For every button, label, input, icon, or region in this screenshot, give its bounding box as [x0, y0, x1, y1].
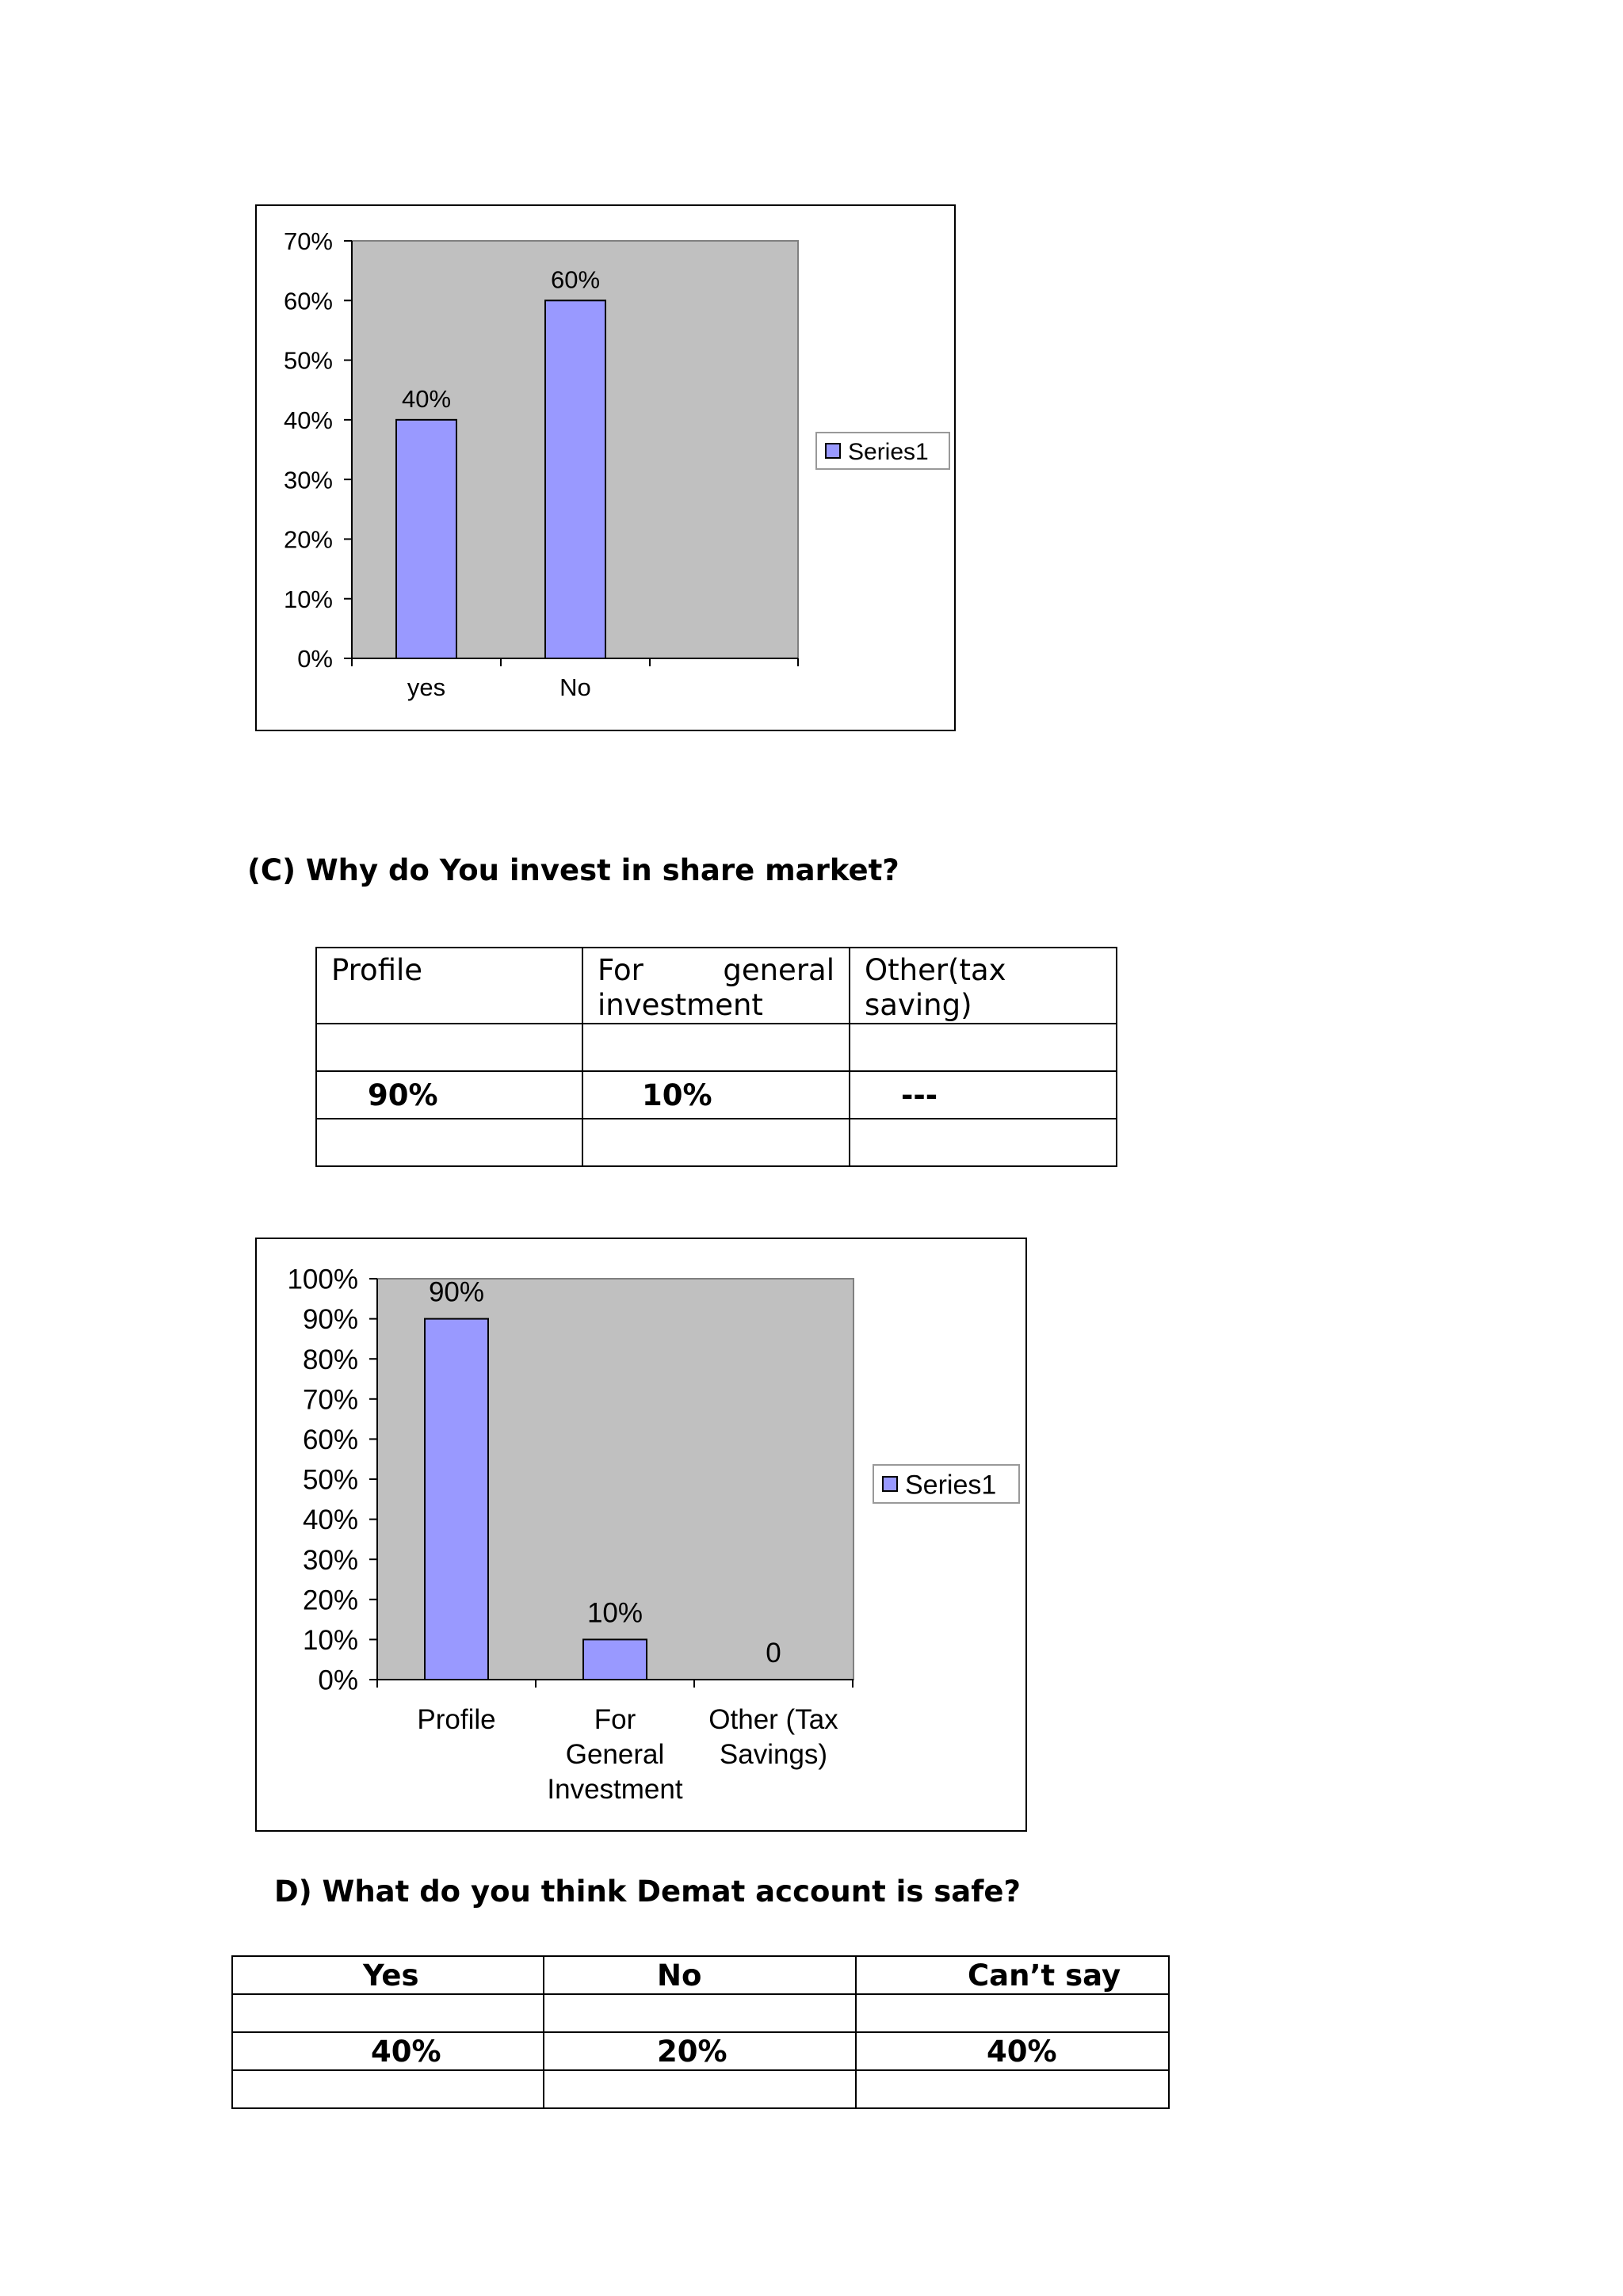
x-tick-label: Savings): [719, 1739, 828, 1770]
table-cell-no-value: 20%: [544, 2032, 856, 2070]
x-tick-label: No: [559, 673, 591, 701]
y-tick-label: 40%: [283, 406, 333, 435]
section-d-table: [231, 1955, 1170, 2109]
data-label: 60%: [550, 265, 601, 294]
table-cell-empty: [232, 1994, 544, 2032]
table-cell-empty: [232, 2070, 544, 2108]
y-tick-label: 50%: [283, 346, 333, 375]
table-row: [316, 1119, 1117, 1166]
table-cell-empty: [582, 1119, 850, 1166]
table-cell-empty: [850, 1024, 1117, 1071]
table-cell-empty: [316, 1119, 582, 1166]
table-row: [316, 948, 1117, 1024]
y-tick-label: 20%: [283, 525, 333, 554]
x-tick-label: General: [565, 1739, 665, 1770]
section-c-heading: (C) Why do You invest in share market?: [247, 853, 899, 887]
table-cell-other-value: ---: [850, 1071, 1117, 1119]
y-tick-label: 10%: [283, 585, 333, 613]
table-cell-empty: [856, 2070, 1169, 2108]
header-word-for: For: [598, 953, 643, 987]
y-tick-label: 70%: [283, 227, 333, 256]
x-tick-label: yes: [407, 673, 446, 701]
table-cell-general-value: 10%: [582, 1071, 850, 1119]
y-tick-label: 70%: [302, 1384, 358, 1416]
table-header-other: Other(tax saving): [850, 948, 1117, 1024]
y-tick-label: 80%: [302, 1344, 358, 1375]
chart-yes-no-svg: [257, 206, 954, 730]
data-label: 10%: [586, 1597, 643, 1629]
y-tick-label: 10%: [302, 1625, 358, 1656]
bar-0: [396, 420, 456, 658]
y-tick-label: 50%: [302, 1464, 358, 1496]
table-row: [316, 1024, 1117, 1071]
y-tick-label: 40%: [302, 1505, 358, 1536]
legend-label: Series1: [905, 1470, 997, 1501]
bar-1: [545, 300, 605, 658]
bar-0: [425, 1319, 488, 1680]
table-row: [232, 2070, 1169, 2108]
table-cell-yes-value: 40%: [232, 2032, 544, 2070]
header-word-general: general: [723, 953, 834, 987]
table-row: [232, 1956, 1169, 1994]
y-tick-label: 20%: [302, 1585, 358, 1616]
table-cell-empty: [544, 1994, 856, 2032]
y-tick-label: 60%: [283, 287, 333, 315]
x-tick-label: For: [594, 1704, 636, 1735]
bar-1: [583, 1639, 647, 1680]
header-word-investment: investment: [598, 988, 763, 1022]
table-row: [232, 2032, 1169, 2070]
y-tick-label: 30%: [283, 466, 333, 494]
table-row: [316, 1071, 1117, 1119]
x-tick-label: Profile: [417, 1704, 496, 1735]
y-tick-label: 0%: [318, 1665, 358, 1696]
chart-invest-reason: [255, 1238, 1027, 1832]
table-header-cant-say: Can’t say: [856, 1956, 1169, 1994]
y-tick-label: 0%: [297, 645, 333, 673]
x-tick-label: Investment: [547, 1774, 683, 1805]
data-label: 40%: [401, 384, 452, 413]
y-tick-label: 100%: [287, 1264, 358, 1295]
table-cell-cant-say-value: 40%: [856, 2032, 1169, 2070]
table-cell-empty: [856, 1994, 1169, 2032]
section-c-table: [315, 947, 1117, 1167]
chart-invest-reason-svg: [257, 1239, 1025, 1830]
table-header-general-investment: [582, 948, 850, 1024]
data-label: 0: [766, 1638, 781, 1669]
table-cell-empty: [582, 1024, 850, 1071]
table-cell-empty: [316, 1024, 582, 1071]
table-cell-profile-value: 90%: [316, 1071, 582, 1119]
table-cell-empty: [850, 1119, 1117, 1166]
table-cell-empty: [544, 2070, 856, 2108]
table-header-yes: Yes: [232, 1956, 544, 1994]
table-row: [232, 1994, 1169, 2032]
chart-yes-no: [255, 204, 956, 731]
legend-label: Series1: [848, 438, 929, 465]
table-header-no: No: [544, 1956, 856, 1994]
x-tick-label: Other (Tax: [708, 1704, 838, 1735]
y-tick-label: 30%: [302, 1544, 358, 1576]
y-tick-label: 90%: [302, 1304, 358, 1336]
y-tick-label: 60%: [302, 1425, 358, 1455]
section-d-heading: D) What do you think Demat account is safe?: [274, 1875, 1021, 1909]
legend-swatch: [883, 1477, 897, 1491]
table-header-profile: Profile: [316, 948, 582, 1024]
legend-swatch: [826, 444, 840, 458]
data-label: 90%: [428, 1276, 485, 1308]
